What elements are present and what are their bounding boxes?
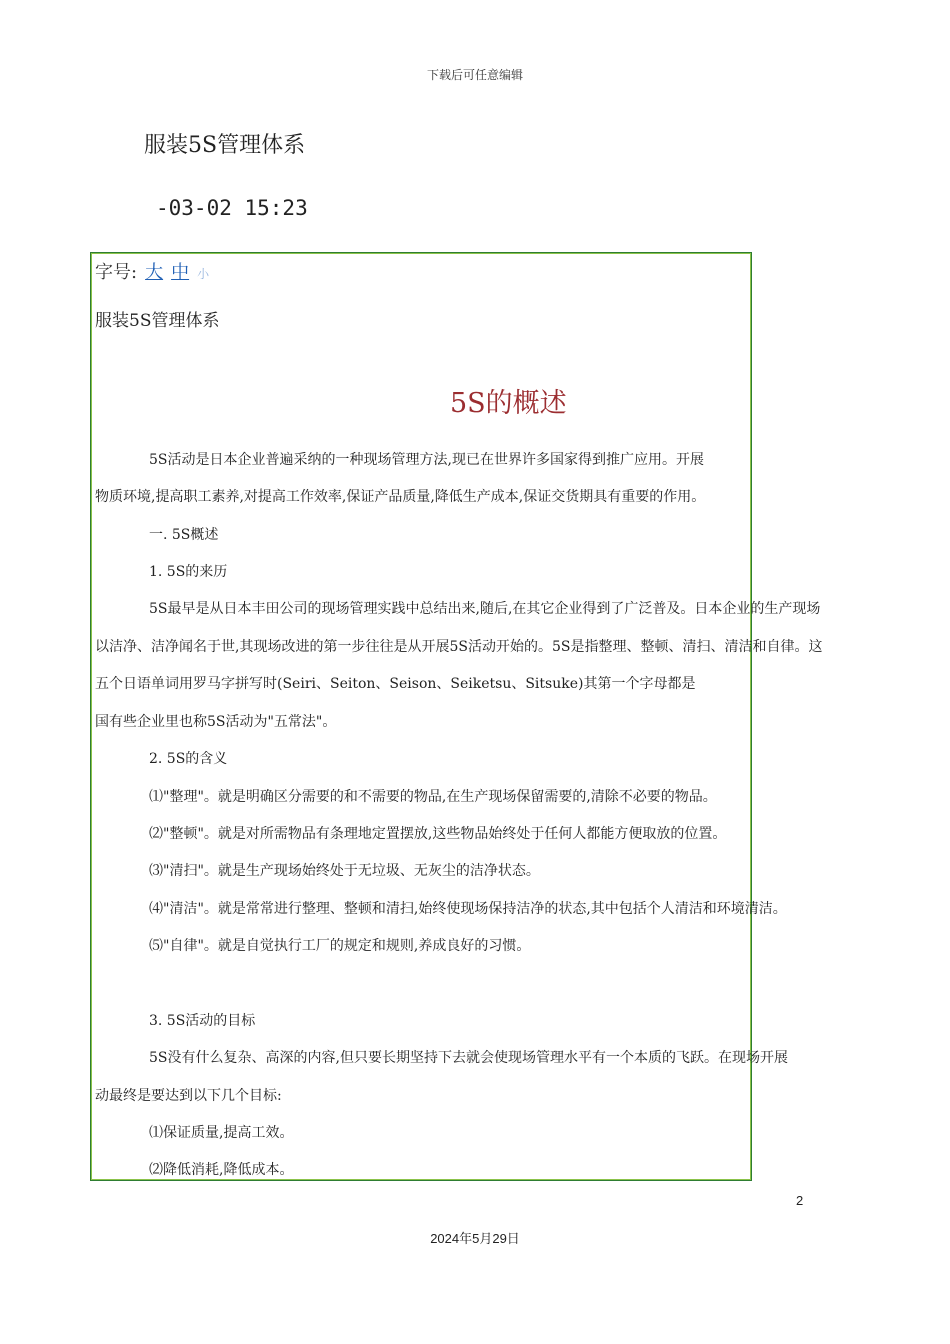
document-title: 服装5S管理体系 (144, 133, 306, 158)
section-heading: 5S的概述 (450, 388, 567, 419)
list-item: ⑵降低消耗,降低成本。 (149, 1162, 294, 1178)
subsection-title: 1. 5S的来历 (149, 564, 228, 580)
section-title: 一. 5S概述 (149, 527, 219, 543)
list-item: ⑸"自律"。就是自觉执行工厂的规定和规则,养成良好的习惯。 (149, 938, 531, 954)
paragraph-line: 国有些企业里也称5S活动为"五常法"。 (95, 714, 337, 730)
list-item: ⑴"整理"。就是明确区分需要的和不需要的物品,在生产现场保留需要的,清除不必要的物品。 (149, 789, 717, 805)
paragraph-line: 5S活动是日本企业普遍采纳的一种现场管理方法,现已在世界许多国家得到推广应用。开展 (149, 452, 704, 468)
paragraph-line: 以洁净、洁净闻名于世,其现场改进的第一步往往是从开展5S活动开始的。5S是指整理、整顿、清扫、清洁和自律。这 (95, 639, 823, 655)
font-size-selector (95, 258, 209, 284)
paragraph-line: 物质环境,提高职工素养,对提高工作效率,保证产品质量,降低生产成本,保证交货期具有重要的作用。 (95, 489, 706, 505)
article-title: 服装5S管理体系 (95, 311, 220, 331)
font-size-medium-link[interactable]: 中 (171, 262, 190, 283)
page-number: 2 (796, 1193, 804, 1208)
paragraph-line: 五个日语单词用罗马字拼写时(Seiri、Seiton、Seison、Seiketsu、Sitsuke)其第一个字母都是 (95, 676, 696, 692)
font-size-small-link[interactable]: 小 (197, 267, 210, 281)
font-size-large-link[interactable]: 大 (145, 262, 164, 283)
paragraph-line: 5S没有什么复杂、高深的内容,但只要长期坚持下去就会使现场管理水平有一个本质的飞跃。在现场开展 (149, 1050, 788, 1066)
list-item: ⑷"清洁"。就是常常进行整理、整顿和清扫,始终使现场保持洁净的状态,其中包括个人清洁和环境清洁。 (149, 901, 787, 917)
subsection-title: 3. 5S活动的目标 (149, 1013, 256, 1029)
paragraph-line: 5S最早是从日本丰田公司的现场管理实践中总结出来,随后,在其它企业得到了广泛普及。日本企业的生产现场 (149, 601, 821, 617)
subsection-title: 2. 5S的含义 (149, 751, 228, 767)
document-date: -03-02 15:23 (156, 196, 308, 220)
font-size-label: 字号: (95, 262, 138, 283)
list-item: ⑶"清扫"。就是生产现场始终处于无垃圾、无灰尘的洁净状态。 (149, 863, 540, 879)
list-item: ⑴保证质量,提高工效。 (149, 1125, 294, 1141)
footer-date: 2024年5月29日 (430, 1231, 520, 1246)
header-note: 下载后可任意编辑 (426, 68, 523, 82)
list-item: ⑵"整顿"。就是对所需物品有条理地定置摆放,这些物品始终处于任何人都能方便取放的位置。 (149, 826, 727, 842)
paragraph-line: 动最终是要达到以下几个目标: (95, 1088, 282, 1104)
